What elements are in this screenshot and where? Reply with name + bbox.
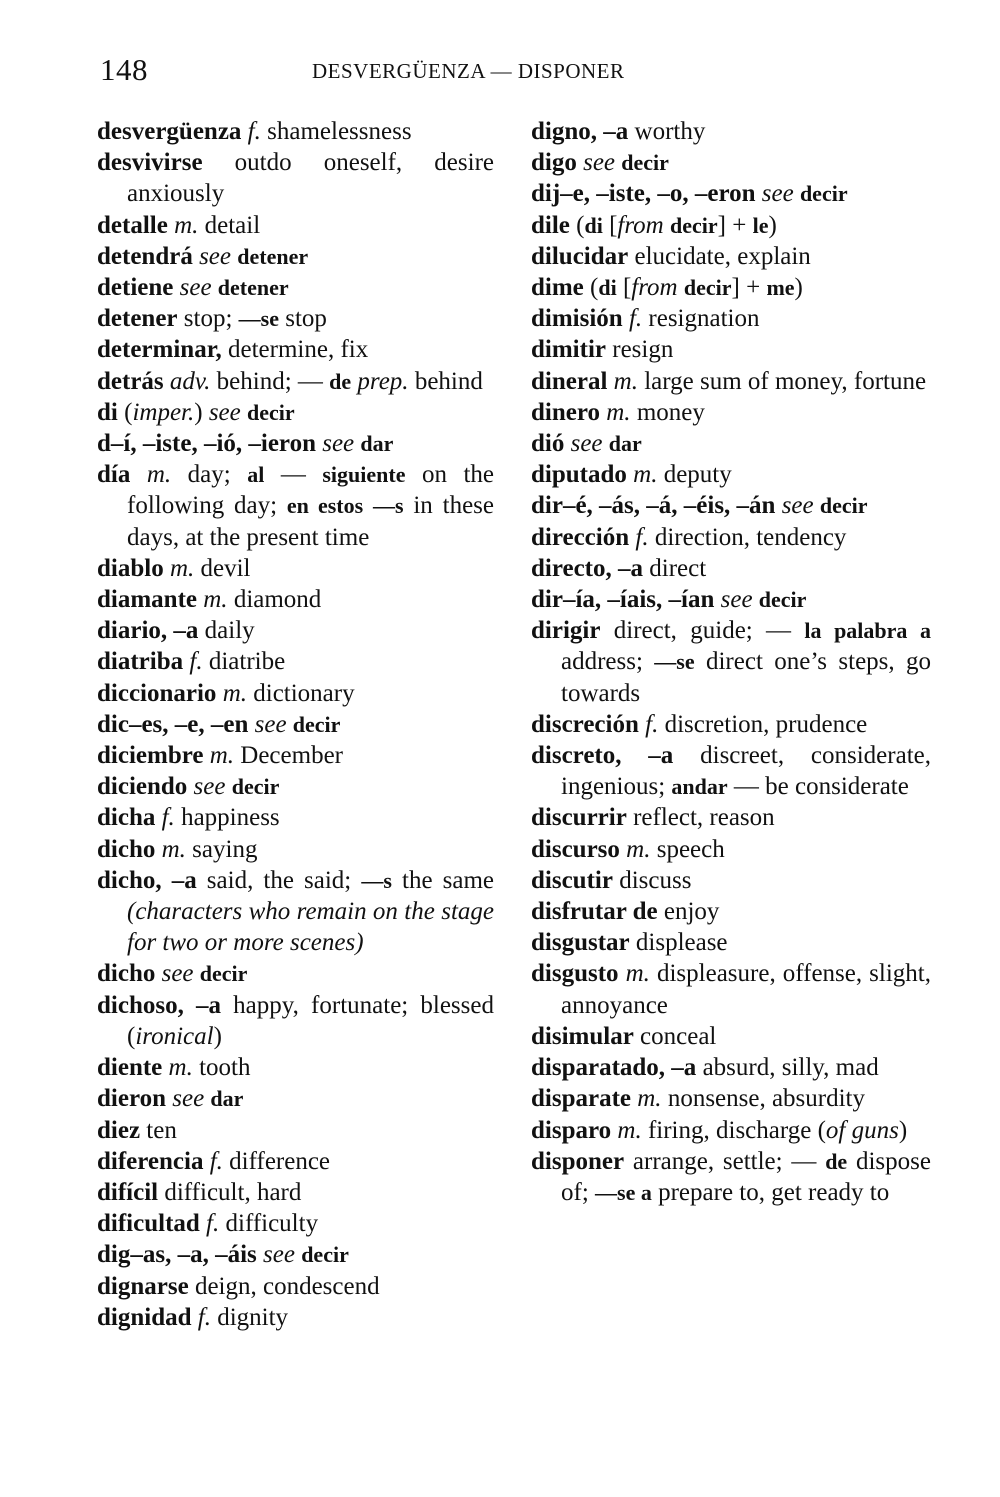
definition-text: stop; xyxy=(177,305,239,333)
headword: digno, –a xyxy=(531,118,629,145)
bold-term: decir xyxy=(683,275,732,301)
italic-label: f. xyxy=(206,1210,220,1238)
definition-text xyxy=(130,461,147,488)
definition-text: behind; — xyxy=(210,367,330,395)
dictionary-entry xyxy=(531,241,931,272)
dictionary-entry xyxy=(97,865,494,959)
dictionary-entry xyxy=(531,178,931,209)
italic-label: see xyxy=(761,180,794,208)
dictionary-entry xyxy=(531,709,931,740)
headword: dicho, –a xyxy=(97,866,197,894)
dictionary-entry xyxy=(97,272,494,303)
definition-text: — be considerate xyxy=(727,773,909,801)
italic-label: m. xyxy=(169,554,195,582)
dictionary-entry xyxy=(97,584,494,615)
headword: dir–ía, –íais, –ían xyxy=(531,586,715,614)
italic-label: see xyxy=(254,710,287,738)
headword: directo, –a xyxy=(531,554,644,582)
headword: detrás xyxy=(97,367,164,395)
headword: dic–es, –e, –en xyxy=(97,710,249,738)
definition-text: said, the said; xyxy=(196,866,362,894)
definition-text: deign, condescend xyxy=(188,1272,380,1300)
definition-text: absurd, silly, mad xyxy=(696,1054,879,1082)
headword: detiene xyxy=(97,274,174,302)
right-column xyxy=(531,116,931,1208)
definition-text: conceal xyxy=(633,1022,717,1050)
italic-label: m. xyxy=(606,398,631,426)
italic-label: f. xyxy=(197,1303,211,1331)
definition-text: daily xyxy=(198,617,255,645)
definition-text: ( xyxy=(569,211,585,239)
headword: discreción xyxy=(531,710,639,738)
bold-term: decir xyxy=(231,774,280,800)
italic-label: m. xyxy=(174,211,199,239)
italic-label: see xyxy=(781,492,814,520)
definition-text: ten xyxy=(140,1116,177,1144)
headword: dig–as, –a, –áis xyxy=(97,1241,257,1269)
definition-text: resignation xyxy=(642,305,760,333)
headword: diciendo xyxy=(97,773,188,801)
page-header xyxy=(100,52,930,92)
bold-term: decir xyxy=(799,181,848,207)
dictionary-entry xyxy=(97,615,494,646)
headword: desvergüenza xyxy=(97,118,242,145)
headword: disgusto xyxy=(531,960,619,988)
definition-text: large sum of money, fortune xyxy=(637,367,927,395)
headword: digo xyxy=(531,149,577,177)
italic-label: m. xyxy=(203,586,228,614)
dictionary-entry xyxy=(97,1302,494,1333)
definition-text: worthy xyxy=(628,118,706,145)
dictionary-entry xyxy=(97,459,494,553)
headword: discurso xyxy=(531,835,620,863)
bold-term: decir xyxy=(247,399,295,425)
definition-text: direction, tendency xyxy=(648,523,847,551)
definition-text: ) xyxy=(768,211,777,239)
bold-term: decir xyxy=(758,587,807,613)
bold-term: decir xyxy=(199,961,248,987)
italic-label: m. xyxy=(168,1054,193,1082)
dictionary-entry xyxy=(531,958,931,1020)
dictionary-entry xyxy=(531,116,931,147)
headword: dinero xyxy=(531,398,600,426)
definition-text: tooth xyxy=(192,1054,251,1082)
dictionary-entry xyxy=(531,397,931,428)
dictionary-entry xyxy=(97,802,494,833)
headword: diente xyxy=(97,1054,163,1082)
definition-text: diamond xyxy=(227,586,322,614)
dictionary-entry xyxy=(531,210,931,241)
dictionary-entry xyxy=(97,303,494,334)
dictionary-entry xyxy=(97,709,494,740)
definition-text: displease xyxy=(629,929,728,957)
bold-term: decir xyxy=(621,150,669,176)
definition-text: arrange, settle; — xyxy=(624,1147,826,1175)
definition-text: resign xyxy=(606,336,674,364)
definition-text: difficulty xyxy=(219,1210,319,1238)
headword: dió xyxy=(531,430,565,458)
definition-text: dignity xyxy=(210,1303,289,1331)
italic-label: f. xyxy=(189,648,203,676)
italic-label: see xyxy=(570,430,603,458)
italic-label: m. xyxy=(146,461,172,489)
italic-label: m. xyxy=(613,367,638,395)
definition-text: happy, fortunate; blessed ( xyxy=(127,991,494,1050)
headword: dij–e, –iste, –o, –eron xyxy=(531,180,756,208)
italic-label: see xyxy=(583,149,616,177)
definition-text: ) xyxy=(898,1116,908,1144)
definition-text: — xyxy=(264,461,323,489)
definition-text xyxy=(619,960,626,987)
italic-label: m. xyxy=(222,679,247,707)
headword: diferencia xyxy=(97,1147,204,1175)
headword: diciembre xyxy=(97,742,204,770)
definition-text: ) xyxy=(194,398,209,426)
headword: dirigir xyxy=(531,617,601,645)
headword: difícil xyxy=(97,1178,159,1206)
definition-text: determine, fix xyxy=(221,336,369,364)
headword: dime xyxy=(531,274,584,302)
dictionary-entry xyxy=(97,428,494,459)
italic-label: m. xyxy=(617,1116,642,1144)
bold-term: di xyxy=(598,275,617,301)
dictionary-entry xyxy=(531,366,931,397)
headword: dimisión xyxy=(531,305,623,333)
headword: dignarse xyxy=(97,1272,189,1300)
headword: día xyxy=(97,461,131,489)
bold-term: detener xyxy=(217,275,289,301)
bold-term: decir xyxy=(669,212,718,238)
bold-term: —s xyxy=(361,867,392,893)
definition-text: firing, discharge ( xyxy=(641,1116,826,1144)
definition-text: discretion, prudence xyxy=(658,710,868,738)
italic-label: see xyxy=(161,960,194,988)
headword: detendrá xyxy=(97,242,193,270)
dictionary-entry xyxy=(531,553,931,584)
definition-text: prepare to, get ready to xyxy=(651,1178,890,1206)
headword: diatriba xyxy=(97,648,184,676)
definition-text: December xyxy=(234,742,343,770)
definition-text: [ xyxy=(616,274,632,302)
dictionary-entry xyxy=(531,1146,931,1208)
definition-text: the same xyxy=(391,866,494,894)
italic-label: f. xyxy=(635,523,649,551)
dictionary-entry xyxy=(97,1239,494,1270)
italic-label: f. xyxy=(645,710,659,738)
definition-text: diatribe xyxy=(202,648,286,676)
italic-label: see xyxy=(263,1241,295,1269)
headword: detener xyxy=(97,305,178,333)
definition-text: outdo oneself, desire anxiously xyxy=(127,149,494,208)
headword: disparo xyxy=(531,1116,612,1144)
italic-label: f. xyxy=(209,1147,223,1175)
dictionary-entry xyxy=(97,834,494,865)
definition-text: speech xyxy=(650,835,725,863)
bold-term: de xyxy=(825,1148,848,1174)
bold-term: de xyxy=(329,368,352,394)
headword: dichoso, –a xyxy=(97,991,221,1019)
italic-label: see xyxy=(193,773,226,801)
dictionary-entry xyxy=(97,366,494,397)
bold-term: al xyxy=(247,462,265,488)
dictionary-entry xyxy=(97,958,494,989)
headword: detalle xyxy=(97,211,168,239)
italic-label: see xyxy=(208,398,241,426)
headword: dirección xyxy=(531,523,630,551)
italic-label: f. xyxy=(628,305,643,333)
headword: di xyxy=(97,398,118,426)
definition-text: in these days, at the present time xyxy=(127,492,494,551)
definition-text: address; xyxy=(561,648,655,676)
headword: d–í, –iste, –ió, –ieron xyxy=(97,430,316,458)
dictionary-entry xyxy=(531,522,931,553)
dictionary-entry xyxy=(531,802,931,833)
dictionary-entry xyxy=(531,334,931,365)
italic-label: of guns xyxy=(825,1116,899,1144)
definition-text: shamelessness xyxy=(260,118,412,145)
definition-text: enjoy xyxy=(657,898,720,926)
definition-text: happiness xyxy=(174,804,280,832)
dictionary-entry xyxy=(531,615,931,709)
dictionary-entry xyxy=(97,771,494,802)
headword: discutir xyxy=(531,866,613,894)
headword: disfrutar de xyxy=(531,898,658,926)
definition-text: deputy xyxy=(657,461,732,489)
definition-text: displeasure, offense, slight, annoyance xyxy=(561,960,931,1019)
italic-label: m. xyxy=(209,742,235,770)
bold-term: —se a xyxy=(595,1179,652,1205)
headword: disparate xyxy=(531,1085,631,1113)
dictionary-entry xyxy=(97,990,494,1052)
bold-term: di xyxy=(584,212,603,238)
definition-text: difference xyxy=(222,1147,331,1175)
headword: dicho xyxy=(97,835,156,863)
italic-label: m. xyxy=(626,835,651,863)
left-column xyxy=(97,116,494,1333)
bold-term: en estos xyxy=(286,493,364,519)
dictionary-entry xyxy=(97,1083,494,1114)
definition-text: dispose of; xyxy=(561,1147,931,1206)
italic-label: see xyxy=(172,1085,205,1113)
definition-text: difficult, hard xyxy=(158,1178,302,1206)
italic-label: adv. xyxy=(169,367,211,395)
dictionary-entry xyxy=(531,459,931,490)
italic-label: m. xyxy=(625,960,650,988)
definition-text: direct one’s steps, go towards xyxy=(561,648,932,707)
definition-text: ] + xyxy=(717,211,753,239)
bold-term: decir xyxy=(819,493,868,519)
definition-text: reflect, reason xyxy=(626,804,775,832)
running-head: DESVERGÜENZA — DISPONER xyxy=(312,59,625,83)
dictionary-entry xyxy=(97,147,494,209)
italic-label: from xyxy=(631,274,678,302)
headword: diablo xyxy=(97,554,164,582)
bold-term: decir xyxy=(292,711,341,737)
bold-term: dar xyxy=(608,431,642,457)
headword: dicha xyxy=(97,804,156,832)
italic-label: (characters who remain on the stage for two or more scenes) xyxy=(127,898,494,957)
definition-text: saying xyxy=(185,835,258,863)
headword: discreto, –a xyxy=(531,742,674,770)
dictionary-entry xyxy=(97,334,494,365)
headword: dineral xyxy=(531,367,608,395)
definition-text: ( xyxy=(583,274,599,302)
bold-term: le xyxy=(752,212,769,238)
italic-label: f. xyxy=(247,118,261,145)
dictionary-entry xyxy=(97,646,494,677)
bold-term: me xyxy=(766,275,795,301)
italic-label: see xyxy=(720,586,753,614)
definition-text: ) xyxy=(213,1022,222,1050)
italic-label: imper. xyxy=(132,398,195,426)
definition-text: discuss xyxy=(612,866,692,894)
bold-term: dar xyxy=(360,431,394,457)
definition-text: ) xyxy=(794,274,803,302)
definition-text: ( xyxy=(117,398,133,426)
dictionary-entry xyxy=(531,896,931,927)
italic-label: m. xyxy=(637,1085,662,1113)
dictionary-entry xyxy=(531,865,931,896)
definition-text: detail xyxy=(198,211,261,239)
headword: diamante xyxy=(97,586,197,614)
headword: dieron xyxy=(97,1085,166,1113)
dictionary-entry xyxy=(97,678,494,709)
dictionary-entry xyxy=(97,553,494,584)
definition-text: money xyxy=(630,398,705,426)
italic-label: see xyxy=(179,274,212,302)
dictionary-entry xyxy=(531,1021,931,1052)
dictionary-entry xyxy=(531,147,931,178)
bold-term: detener xyxy=(237,243,309,269)
dictionary-entry xyxy=(531,1052,931,1083)
definition-text: devil xyxy=(194,554,251,582)
bold-term: siguiente xyxy=(322,462,406,488)
headword: dimitir xyxy=(531,336,606,364)
italic-label: see xyxy=(322,430,355,458)
headword: disponer xyxy=(531,1147,625,1175)
dictionary-entry xyxy=(97,1271,494,1302)
dictionary-entry xyxy=(531,428,931,459)
definition-text: nonsense, absurdity xyxy=(661,1085,866,1113)
dictionary-entry xyxy=(531,1083,931,1114)
dictionary-entry xyxy=(531,834,931,865)
definition-text: discreet, considerate, ingenious; xyxy=(561,742,931,801)
definition-text: ] + xyxy=(731,274,767,302)
definition-text: stop xyxy=(278,305,327,333)
dictionary-entry xyxy=(97,397,494,428)
headword: diccionario xyxy=(97,679,217,707)
definition-text: day; xyxy=(171,461,248,489)
dictionary-entry xyxy=(531,927,931,958)
dictionary-entry xyxy=(97,1115,494,1146)
bold-term: la palabra a xyxy=(804,618,931,644)
headword: diez xyxy=(97,1116,141,1144)
headword: disparatado, –a xyxy=(531,1054,697,1082)
definition-text: [ xyxy=(602,211,618,239)
bold-term: —s xyxy=(372,493,404,519)
dictionary-entry xyxy=(531,490,931,521)
italic-label: from xyxy=(617,211,664,239)
definition-text: on the following day; xyxy=(127,461,495,520)
headword: dignidad xyxy=(97,1303,192,1331)
dictionary-entry xyxy=(531,1115,931,1146)
dictionary-entry xyxy=(531,303,931,334)
italic-label: m. xyxy=(161,835,186,863)
headword: determinar, xyxy=(97,336,222,364)
bold-term: —se xyxy=(238,306,279,332)
definition-text: elucidate, explain xyxy=(628,242,811,270)
dictionary-entry xyxy=(531,740,931,802)
page-number: 148 xyxy=(100,52,148,87)
italic-label: ironical xyxy=(135,1022,214,1050)
headword: diario, –a xyxy=(97,617,199,645)
headword: dilucidar xyxy=(531,242,629,270)
dictionary-entry xyxy=(97,241,494,272)
dictionary-entry xyxy=(97,1052,494,1083)
definition-text xyxy=(363,492,373,519)
italic-label: f. xyxy=(161,804,175,832)
italic-label: see xyxy=(199,242,231,270)
headword: dificultad xyxy=(97,1210,200,1238)
italic-label: m. xyxy=(633,461,658,489)
dictionary-entry xyxy=(97,1146,494,1177)
definition-text: behind xyxy=(408,367,483,395)
headword: dicho xyxy=(97,960,156,988)
dictionary-entry xyxy=(97,116,494,147)
bold-term: —se xyxy=(654,649,695,675)
definition-text: direct, guide; — xyxy=(600,617,805,645)
dictionary-entry xyxy=(97,740,494,771)
bold-term: andar xyxy=(671,774,728,800)
dictionary-entry xyxy=(97,1177,494,1208)
definition-text: direct xyxy=(643,554,707,582)
dictionary-entry xyxy=(97,210,494,241)
headword: disimular xyxy=(531,1022,634,1050)
definition-text: dictionary xyxy=(247,679,355,707)
headword: discurrir xyxy=(531,804,627,832)
headword: dir–é, –ás, –á, –éis, –án xyxy=(531,492,776,520)
headword: disgustar xyxy=(531,929,630,957)
dictionary-entry xyxy=(97,1208,494,1239)
bold-term: decir xyxy=(301,1242,349,1268)
dictionary-entry xyxy=(531,584,931,615)
bold-term: dar xyxy=(210,1086,244,1112)
italic-label: prep. xyxy=(357,367,409,395)
headword: diputado xyxy=(531,461,627,489)
headword: dile xyxy=(531,211,570,239)
headword: desvivirse xyxy=(97,149,203,177)
dictionary-entry xyxy=(531,272,931,303)
